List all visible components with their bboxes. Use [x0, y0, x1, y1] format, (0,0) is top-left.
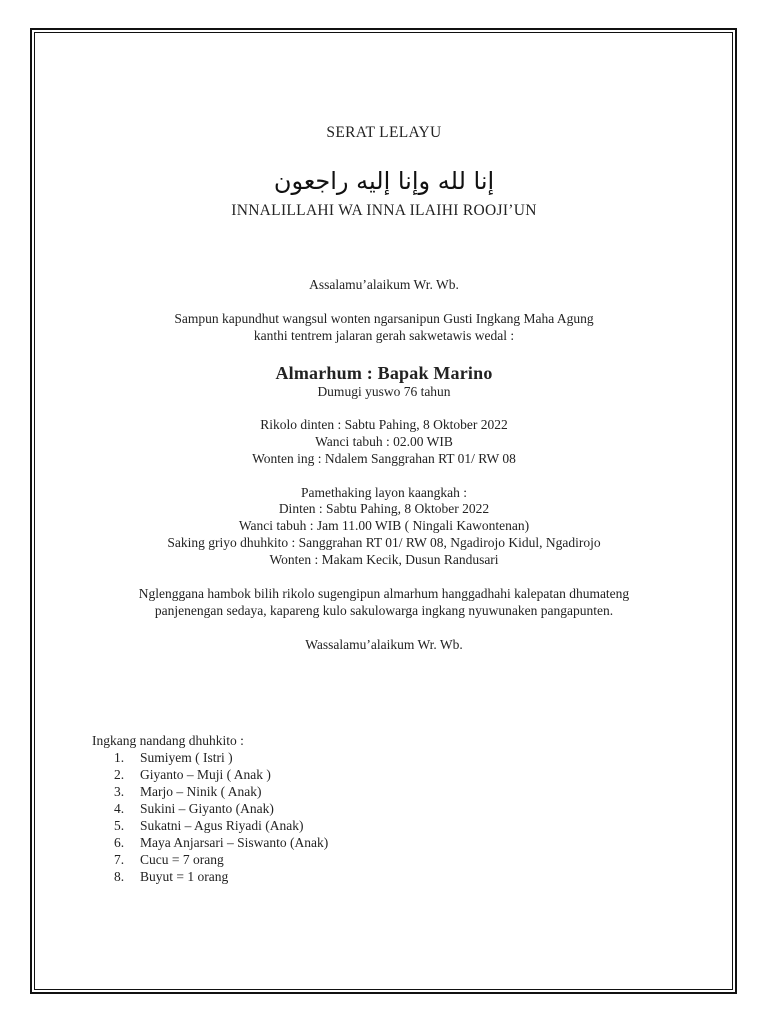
burial-to: Wonten : Makam Kecik, Dusun Randusari [269, 552, 499, 567]
arabic-calligraphy-image [214, 160, 554, 200]
death-day: Rikolo dinten : Sabtu Pahing, 8 Oktober 2022 [260, 417, 508, 432]
list-item: 3. Marjo – Ninik ( Anak) [114, 784, 262, 799]
greeting-close: Wassalamu’alaikum Wr. Wb. [305, 637, 463, 652]
deceased-name: Almarhum : Bapak Marino [275, 363, 493, 383]
arabic-calligraphy-text: إنا لله وإنا إليه راجعون [273, 167, 495, 195]
family-section [92, 732, 328, 885]
death-time: Wanci tabuh : 02.00 WIB [315, 434, 453, 449]
death-place: Wonten ing : Ndalem Sanggrahan RT 01/ RW 08 [252, 451, 516, 466]
deceased-age: Dumugi yuswo 76 tahun [317, 384, 451, 399]
list-item: 2. Giyanto – Muji ( Anak ) [114, 767, 271, 782]
burial-heading: Pamethaking layon kaangkah : [300, 485, 468, 500]
intro-line-1: Sampun kapundhut wangsul wonten ngarsanipun Gusti Ingkang Maha Agung [174, 311, 594, 326]
intro-line-2: kanthi tentrem jalaran gerah sakwetawis wedal : [253, 328, 515, 343]
document-title: SERAT LELAYU [326, 124, 442, 141]
list-item: 1. Sumiyem ( Istri ) [114, 750, 233, 765]
greeting-open: Assalamu’alaikum Wr. Wb. [309, 277, 459, 292]
list-item: 6. Maya Anjarsari – Siswanto (Anak) [114, 835, 329, 850]
apology-line-1: Nglenggana hambok bilih rikolo sugengipun almarhum hanggadhahi kalepatan dhumateng [138, 586, 630, 601]
list-item: 8. Buyut = 1 orang [114, 869, 229, 884]
apology-line-2: panjenengan sedaya, kapareng kulo sakulowarga ingkang nyuwunaken pangapunten. [154, 603, 614, 618]
document-subtitle: INNALILLAHI WA INNA ILAIHI ROOJI’UN [231, 202, 537, 219]
family-list [92, 749, 328, 885]
list-item: 5. Sukatni – Agus Riyadi (Anak) [114, 818, 304, 833]
burial-day: Dinten : Sabtu Pahing, 8 Oktober 2022 [278, 501, 490, 516]
family-heading: Ingkang nandang dhuhkito : [92, 733, 244, 748]
burial-time: Wanci tabuh : Jam 11.00 WIB ( Ningali Kawontenan) [238, 518, 530, 533]
list-item: 7. Cucu = 7 orang [114, 852, 224, 867]
list-item: 4. Sukini – Giyanto (Anak) [114, 801, 274, 816]
burial-from: Saking griyo dhuhkito : Sanggrahan RT 01/ RW 08, Ngadirojo Kidul, Ngadirojo [167, 535, 601, 550]
